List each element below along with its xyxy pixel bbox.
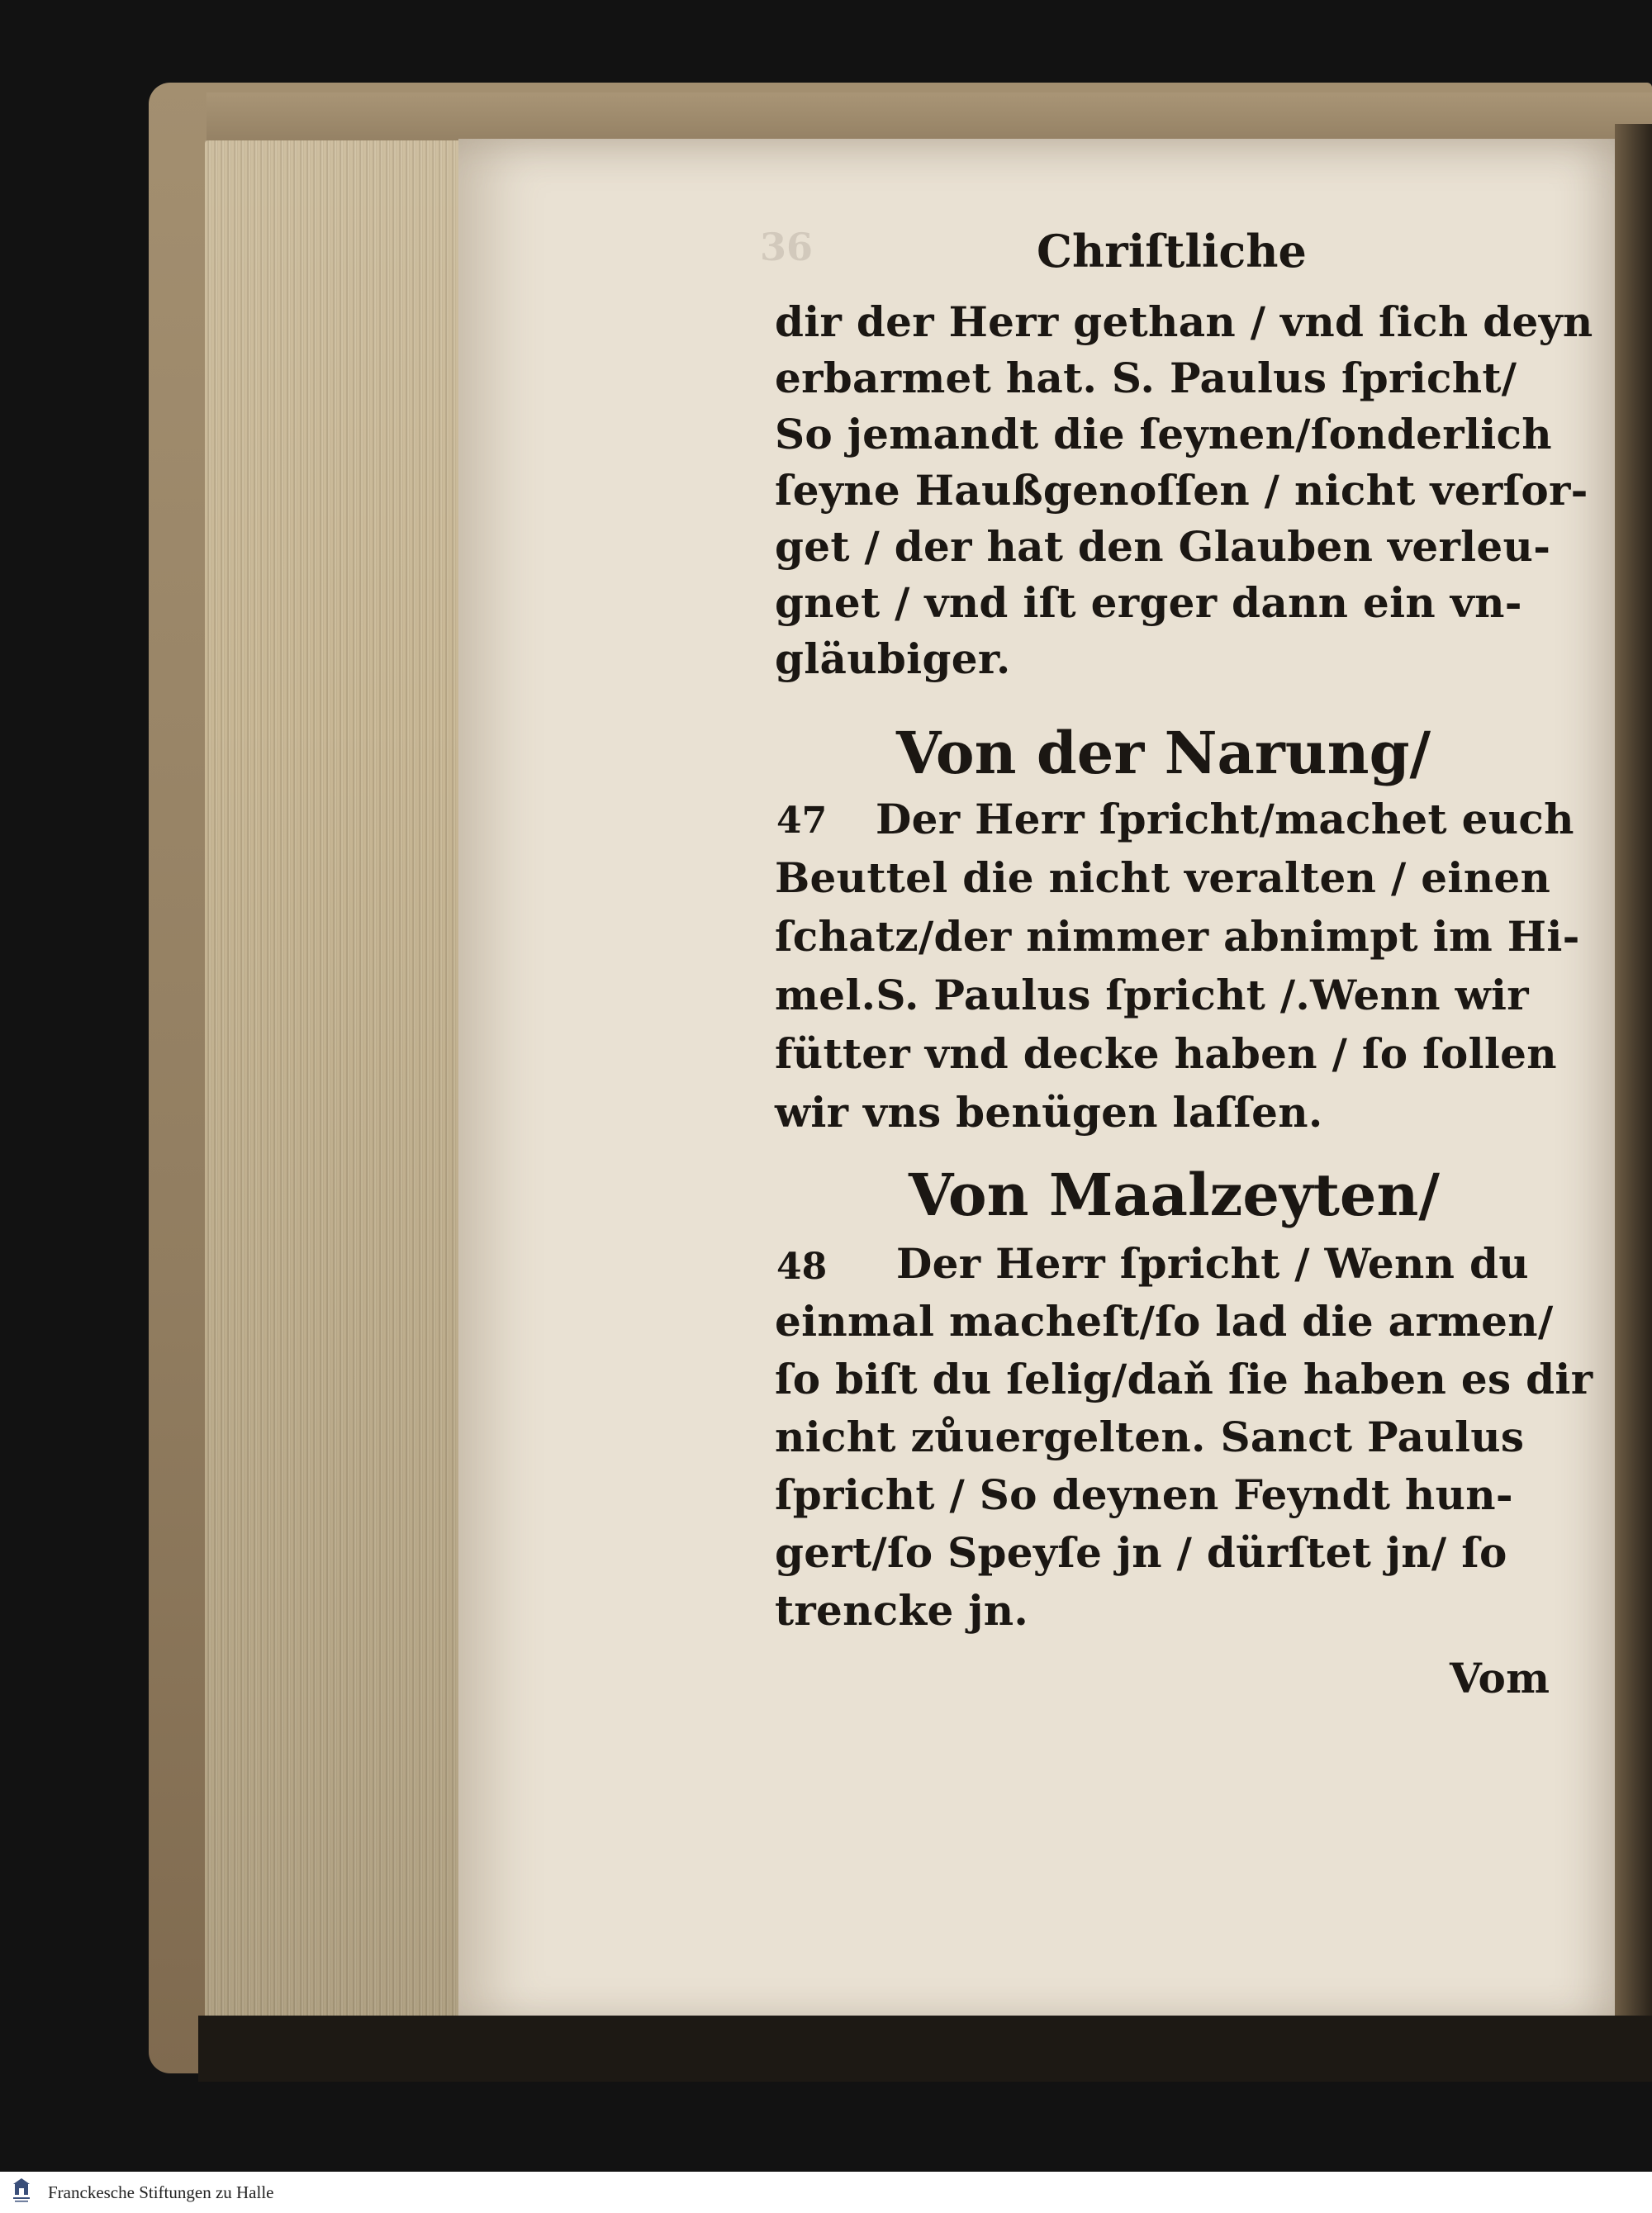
text-line: dir der Herr gethan / vnd ſich deyn [775, 297, 1593, 346]
section-number: 48 [776, 1246, 828, 1288]
text-line: gläubiger. [775, 634, 1011, 683]
text-line: Der Herr ſpricht / Wenn du [896, 1239, 1529, 1288]
footer-bar [0, 2172, 1652, 2213]
text-line: gert/ſo Speyſe jn / dürſtet jn/ ſo [775, 1528, 1507, 1577]
text-line: ſeyne Haußgenoſſen / nicht verſor- [775, 466, 1588, 515]
text-line: nicht zůuergelten. Sanct Paulus [775, 1413, 1525, 1461]
text-line: erbarmet hat. S. Paulus ſpricht/ [775, 354, 1517, 402]
section-number: 47 [776, 800, 828, 842]
ghost-page-number: 36 [760, 225, 814, 269]
text-line: get / der hat den Glauben verleu- [775, 522, 1551, 571]
text-line: So jemandt die ſeynen/ſonderlich [775, 410, 1552, 458]
text-line: gnet / vnd iſt erger dann ein vn- [775, 578, 1522, 627]
running-head: Chriſtliche [1037, 225, 1307, 278]
text-line: wir vns benügen laſſen. [775, 1088, 1323, 1137]
text-line: trencke jn. [775, 1586, 1029, 1635]
catchword: Vom [1450, 1654, 1550, 1702]
text-line: ſo biſt du ſelig/daň ſie haben es dir [775, 1355, 1593, 1403]
franckesche-stiftungen-logo-icon [12, 2178, 31, 2205]
text-line: ſpricht / So deynen Feyndt hun- [775, 1470, 1513, 1519]
text-line: einmal macheſt/ſo lad die armen/ [775, 1297, 1554, 1346]
text-line: ſchatz/der nimmer abnimpt im Hi- [775, 912, 1580, 961]
section-heading: Von der Narung/ [896, 719, 1431, 787]
text-line: Beuttel die nicht veralten / einen [775, 853, 1551, 902]
text-line: Der Herr ſpricht/machet euch [876, 795, 1574, 843]
book-gutter [1615, 124, 1652, 2049]
section-heading: Von Maalzeyten/ [909, 1161, 1440, 1229]
text-line: fütter vnd decke haben / ſo ſollen [775, 1029, 1557, 1078]
page-fore-edge [205, 140, 463, 2040]
text-line: mel.S. Paulus ſpricht /.Wenn wir [775, 971, 1529, 1019]
footer-label: Franckesche Stiftungen zu Halle [48, 2182, 274, 2202]
bottom-shadow [198, 2016, 1652, 2082]
